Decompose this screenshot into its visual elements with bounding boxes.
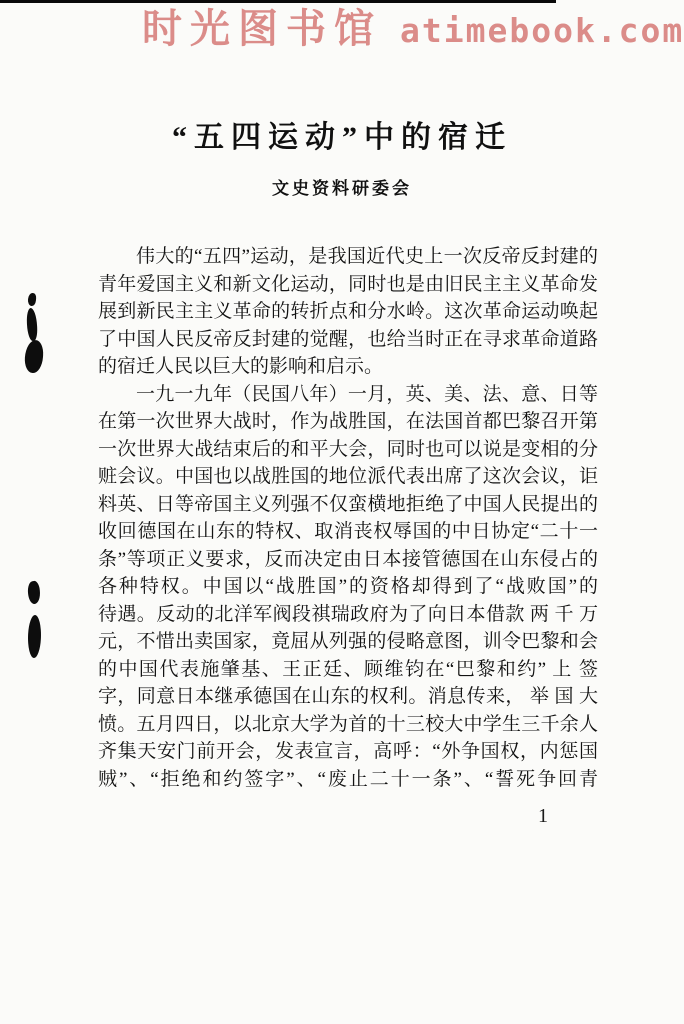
ink-mark (27, 615, 42, 659)
text-line: 在第一次世界大战时，作为战胜国，在法国首都巴黎召开第 (98, 411, 598, 432)
text-line: 愤。五月四日，以北京大学为首的十三校大中学生三千余人 (98, 713, 598, 735)
ink-mark (26, 308, 38, 341)
watermark-banner (142, 6, 684, 54)
watermark-cjk-text: 时光图书馆 (142, 6, 382, 52)
text-line: 一九一九年（民国八年）一月，英、美、法、意、日等 (136, 383, 598, 405)
watermark-site-url: atimebook.com (400, 11, 684, 50)
text-line: 字，同意日本继承德国在山东的权利。消息传来， 举 国 大 (98, 686, 598, 707)
ink-mark (27, 580, 41, 604)
text-line: 了中国人民反帝反封建的觉醒，也给当时正在寻求革命道路 (98, 328, 598, 350)
page-number: 1 (538, 805, 548, 827)
text-line: 收回德国在山东的特权、取消丧权辱国的中日协定“二十一 (98, 521, 598, 542)
scan-top-edge-line (0, 0, 556, 3)
text-line: 料英、日等帝国主义列强不仅蛮横地拒绝了中国人民提出的 (98, 493, 598, 515)
byline-author: 文史资料研委会 (272, 179, 412, 199)
text-line: 各种特权。中国以“战胜国”的资格却得到了“战败国”的 (98, 576, 598, 597)
body-text (98, 243, 598, 793)
text-line: 赃会议。中国也以战胜国的地位派代表出席了这次会议，讵 (98, 466, 598, 487)
text-line: 一次世界大战结束后的和平大会，同时也可以说是变相的分 (98, 438, 598, 460)
text-line: 的中国代表施肇基、王正廷、顾维钧在“巴黎和约” 上 签 (98, 658, 598, 680)
page-title: “五四运动”中的宿迁 (172, 121, 512, 154)
text-line: 青年爱国主义和新文化运动，同时也是由旧民主主义革命发 (98, 273, 598, 295)
text-line: 伟大的“五四”运动，是我国近代史上一次反帝反封建的 (136, 246, 598, 267)
text-line: 待遇。反动的北洋军阀段祺瑞政府为了向日本借款 两 千 万 (98, 603, 598, 625)
text-line: 的宿迁人民以巨大的影响和启示。 (98, 356, 384, 377)
text-line: 展到新民主主义革命的转折点和分水岭。这次革命运动唤起 (98, 301, 598, 322)
text-line: 贼”、“拒绝和约签字”、“废止二十一条”、“誓死争回青 (98, 768, 598, 790)
ink-mark (27, 293, 36, 307)
text-line: 元，不惜出卖国家，竟屈从列强的侵略意图，训令巴黎和会 (98, 631, 598, 652)
text-line: 齐集天安门前开会，发表宣言，高呼：“外争国权，内惩国 (98, 741, 598, 762)
ink-mark (24, 339, 44, 373)
text-line: 条”等项正义要求，反而决定由日本接管德国在山东侵占的 (98, 548, 598, 570)
